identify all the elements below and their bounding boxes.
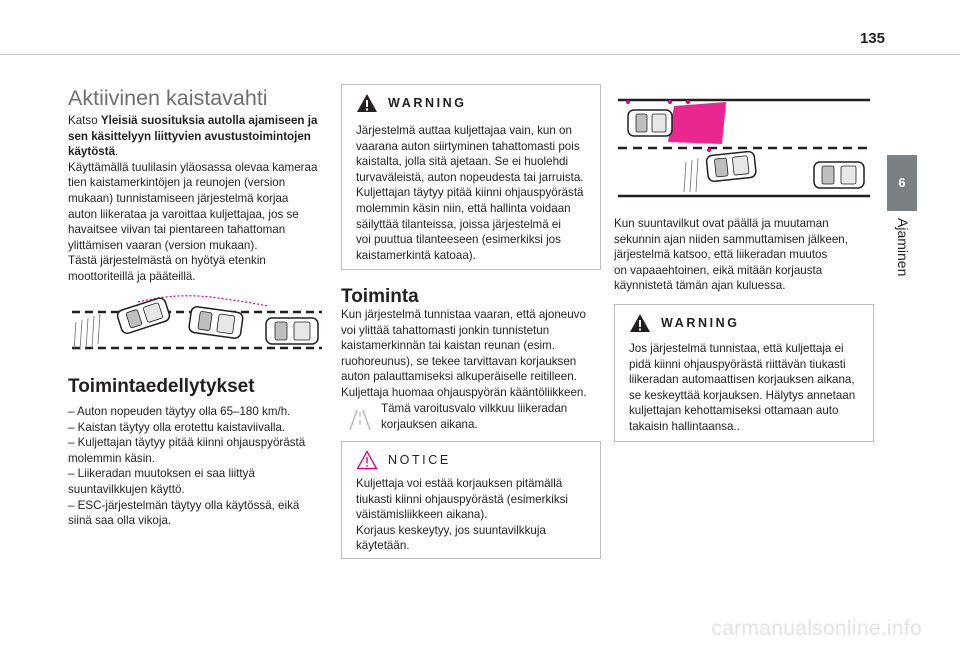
intro-line: tien kaistamerkintöjen ja reunojen (version: [68, 176, 286, 190]
lane-correction-illustration: [614, 92, 874, 202]
notice-box: [341, 441, 601, 559]
warning-triangle-icon: [356, 93, 378, 113]
notice-triangle-icon: [356, 450, 378, 470]
list-item: – Auton nopeuden täytyy olla 65–180 km/h.: [68, 405, 291, 418]
lane-drift-illustration: [68, 292, 326, 360]
page-number: 135: [859, 30, 885, 47]
lane-warning-indicator-icon: [347, 408, 373, 432]
notice-label: NOTICE: [388, 453, 451, 467]
intro-paragraph: [68, 113, 330, 285]
list-item: – Liikeradan muutoksen ei saa liittyä: [68, 467, 255, 481]
list-item: suuntavilkkujen käyttö.: [68, 482, 185, 496]
chapter-tab[interactable]: 6: [887, 155, 917, 211]
warning-label-2: WARNING: [661, 316, 740, 330]
intro-line: moottoriteillä ja pääteillä.: [68, 269, 196, 283]
page-title: Aktiivinen kaistavahti: [68, 86, 268, 110]
intro-line: mukaan) tunnistamiseen järjestelmä korjaa: [68, 191, 289, 205]
intro-reference: Katso Yleisiä suosituksia autolla ajamiseen ja sen käsittelyyn liittyvien avustustoimintojen käytöstä.: [68, 114, 318, 159]
notice-text: Kuljettaja voi estää korjauksen pitämällä tiukasti kiinni ohjauspyörästä (esimerkiksi väistämisliikkeen aikana). Korjaus keskeytyy, jos suuntavilkkuja käytetään.: [356, 477, 568, 553]
list-item: siinä saa olla vikoja.: [68, 514, 172, 528]
warning-triangle-icon: [629, 313, 651, 333]
intro-line: ylittämisen vaaran (version mukaan).: [68, 238, 258, 252]
prereq-list: [68, 404, 330, 529]
warning-text-2: Jos järjestelmä tunnistaa, että kuljettaja ei pidä kiinni ohjauspyörästä riittävän tiukasti liikeradan automaattisen korjauksen aikana, se keskeyttää korjauksen. Hälytys annetaan kuljettajan kehottamiseksi ottamaan auto takaisin hallintaansa..: [629, 342, 856, 433]
prereq-heading: Toimintaedellytykset: [68, 376, 255, 397]
intro-line: Tästä järjestelmästä on hyötyä etenkin: [68, 254, 266, 268]
turn-signal-paragraph: Kun suuntavilkut ovat päällä ja muutaman sekunnin ajan niiden sammuttamisen jälkeen, järjestelmä katsoo, että liikeradan muutos on vapaaehtoinen, eikä mitään korjausta käynnistetä tämän ajan kuluessa.: [614, 217, 848, 293]
watermark: carmanualsonline.info: [711, 617, 922, 640]
list-item: – Kuljettajan täytyy pitää kiinni ohjauspyörästä: [68, 436, 306, 450]
intro-line: Käyttämällä tuulilasin yläosassa olevaa kameraa: [68, 160, 318, 174]
intro-line: havaitsee viivan tai pientareen tahattoman: [68, 223, 286, 237]
warning-box: [341, 84, 601, 270]
indicator-note: Tämä varoitusvalo vilkkuu liikeradan korjauksen aikana.: [381, 402, 568, 431]
intro-line: auton liikerataa ja varoittaa kuljettajaa, jos se: [68, 207, 299, 221]
list-item: – Kaistan täytyy olla erotettu kaistaviivalla.: [68, 420, 286, 434]
header-rule: [0, 54, 960, 55]
list-item: molemmin käsin.: [68, 451, 155, 465]
chapter-label: Ajaminen: [895, 218, 911, 277]
operation-paragraph: Kun järjestelmä tunnistaa vaaran, että ajoneuvo voi ylittää tahattomasti jonkin tunnistetun kaistamerkinnän tai kaistan reunan (esim. ruohoreunus), se tekee tarvittavan korjauksen auton palauttamiseksi alkuperäiselle reitilleen. Kuljettaja huomaa ohjauspyörän kääntöliikkeen.: [341, 308, 587, 399]
warning-box-2: [614, 304, 874, 442]
warning-text: Järjestelmä auttaa kuljettajaa vain, kun on vaarana auton siirtyminen tahattomasti pois kaistalta, jolla sitä ajetaan. Se ei huolehdi turvaväleistä, auton nopeudesta tai jarruista. Kuljettajan täytyy pitää kiinni ohjauspyörästä molemmin käsin niin, että hallinta voidaan säilyttää tilanteissa, joissa järjestelmä ei voi puuttua tilanteeseen (esimerkiksi jos kaistamerkintä katoaa).: [356, 124, 584, 262]
operation-heading: Toiminta: [341, 286, 419, 307]
list-item: – ESC-järjestelmän täytyy olla käytössä, eikä: [68, 498, 300, 512]
warning-label: WARNING: [388, 96, 467, 110]
